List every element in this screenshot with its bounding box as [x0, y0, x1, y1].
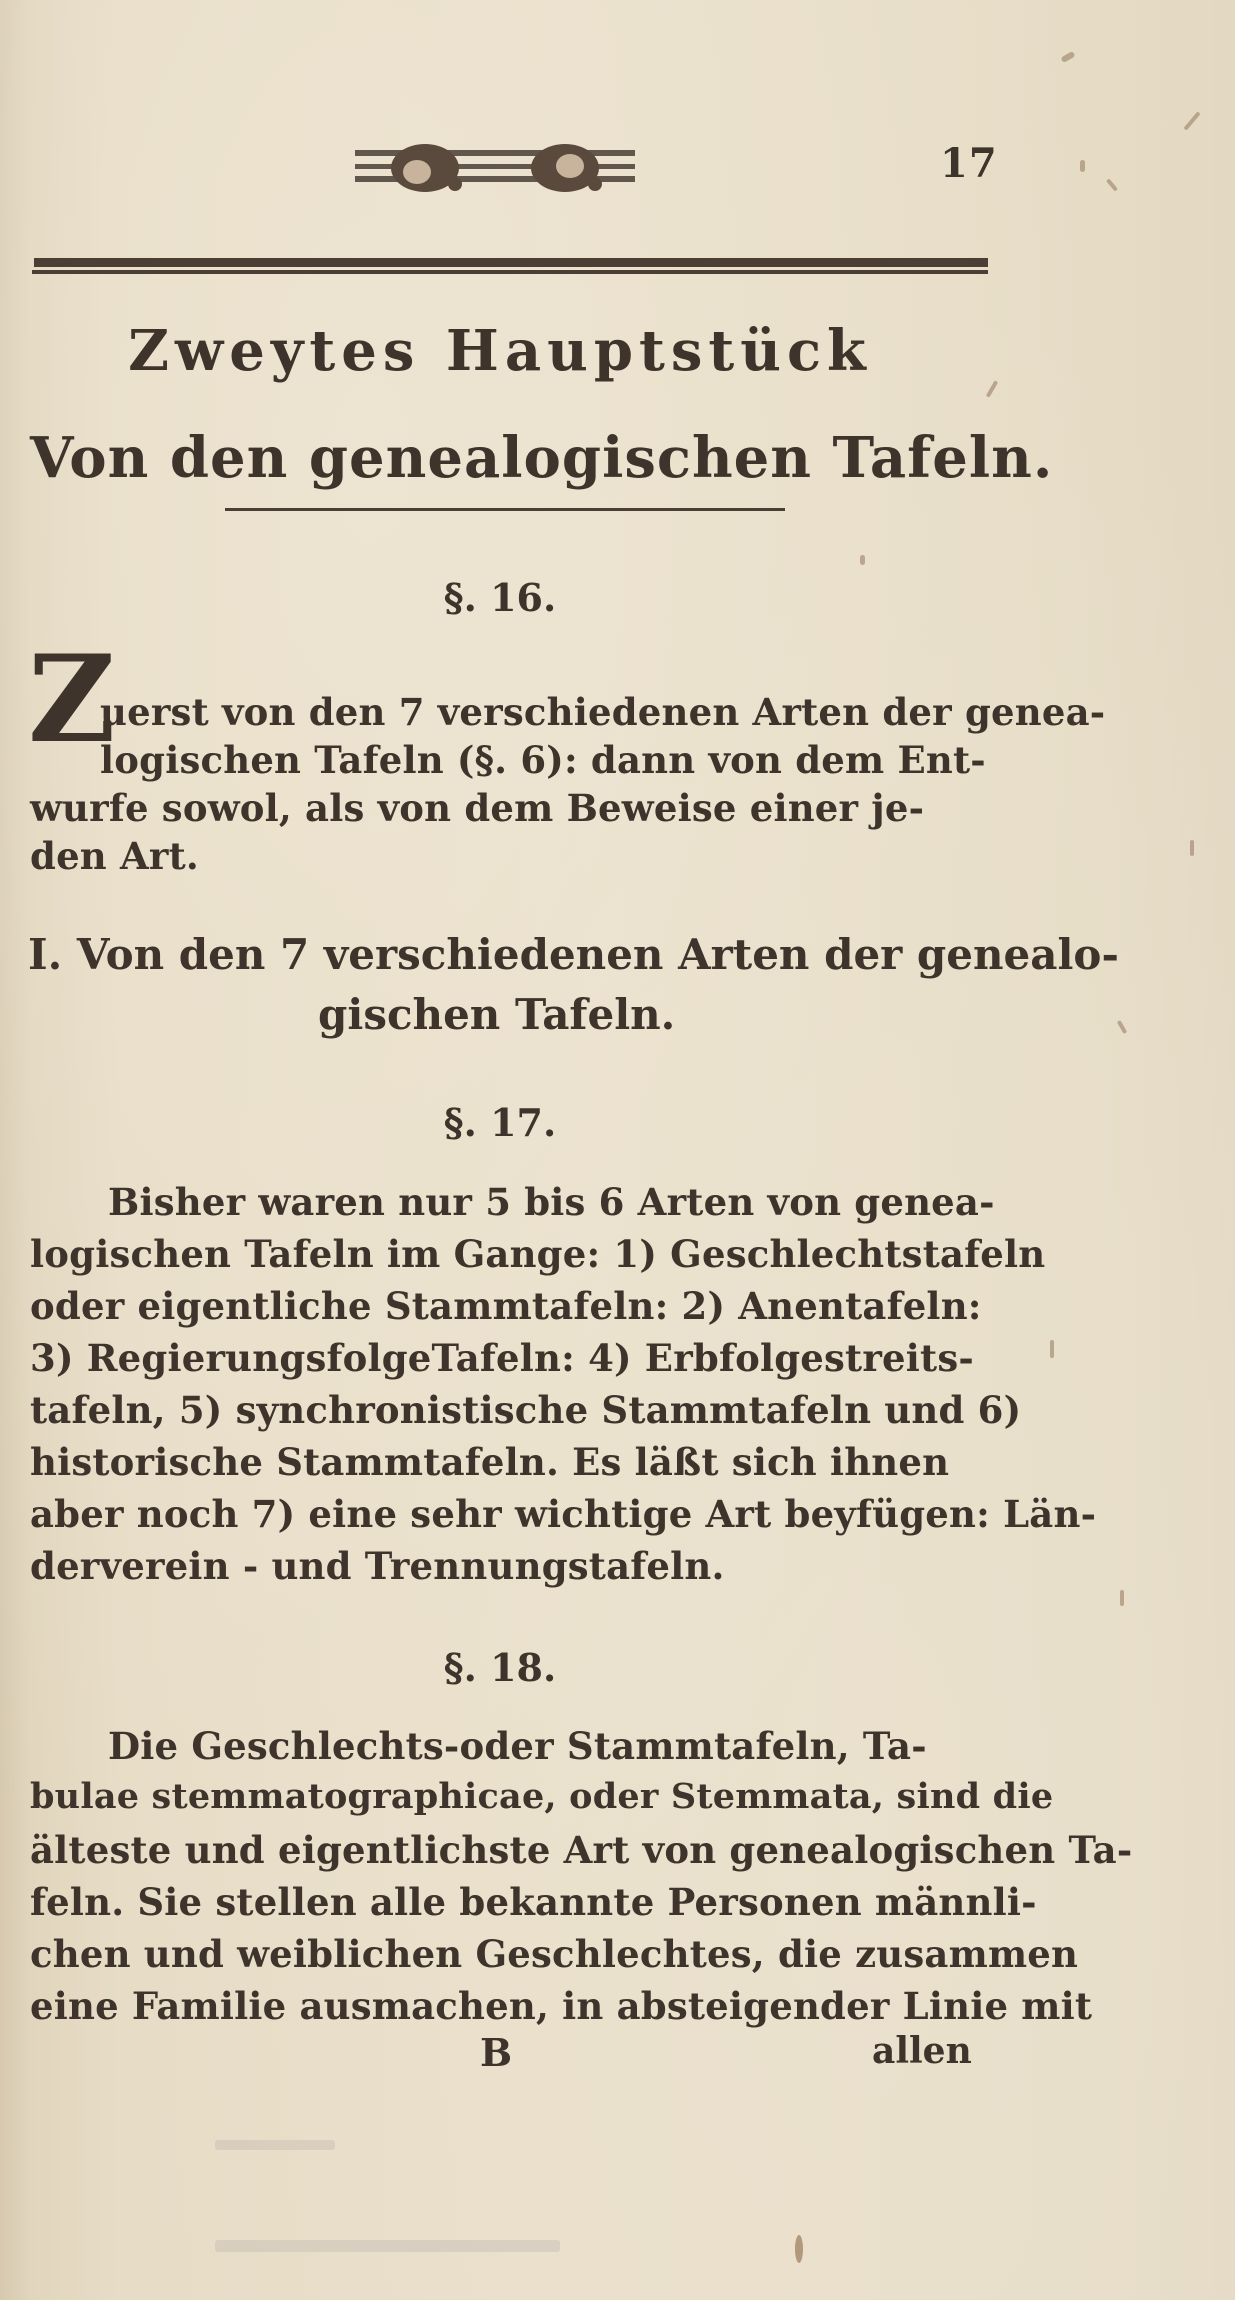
- text-line: aber noch 7) eine sehr wichtige Art beyfügen: Län-: [30, 1492, 1097, 1536]
- section-mark-18: §. 18.: [443, 1645, 557, 1690]
- paper-speck: [1183, 111, 1200, 130]
- text-line: wurfe sowol, als von dem Beweise einer je-: [30, 786, 925, 830]
- paper-speck: [215, 2240, 560, 2252]
- rule-thick: [34, 258, 988, 267]
- paper-speck: [795, 2235, 803, 2263]
- chapter-title-line-2: Von den genealogischen Tafeln.: [30, 425, 1054, 491]
- text-line: eine Familie ausmachen, in absteigender Linie mit: [30, 1984, 1093, 2028]
- drop-cap: Z: [28, 629, 116, 770]
- chapter-title-line-1: Zweytes Hauptstück: [128, 318, 872, 384]
- text-line: Die Geschlechts-oder Stammtafeln, Ta-: [108, 1724, 927, 1768]
- text-line: oder eigentliche Stammtafeln: 2) Anentafeln:: [30, 1284, 982, 1328]
- text-line: chen und weiblichen Geschlechtes, die zusammen: [30, 1932, 1079, 1976]
- text-line: feln. Sie stellen alle bekannte Personen männli-: [30, 1880, 1037, 1924]
- paper-speck: [215, 2140, 335, 2150]
- catchword: allen: [872, 2030, 972, 2072]
- text-line: den Art.: [30, 834, 199, 878]
- text-line: logischen Tafeln (§. 6): dann von dem Ent-: [100, 738, 986, 782]
- paper-speck: [1190, 840, 1194, 856]
- text-line: uerst von den 7 verschiedenen Arten der genea-: [100, 690, 1106, 734]
- text-line: tafeln, 5) synchronistische Stammtafeln und 6): [30, 1388, 1022, 1432]
- paper-speck: [1050, 1340, 1054, 1358]
- double-rule-divider: [32, 258, 988, 276]
- paper-speck: [1120, 1590, 1124, 1606]
- page-number: 17: [940, 140, 998, 187]
- paper-speck: [1060, 51, 1075, 63]
- floral-ornament-icon: [345, 138, 645, 198]
- title-underline-rule: [225, 508, 785, 511]
- text-line: historische Stammtafeln. Es läßt sich ihnen: [30, 1440, 950, 1484]
- text-line: logischen Tafeln im Gange: 1) Geschlechtstafeln: [30, 1232, 1046, 1276]
- text-line: 3) RegierungsfolgeTafeln: 4) Erbfolgestreits-: [30, 1336, 974, 1380]
- paper-speck: [860, 555, 865, 565]
- text-line: derverein - und Trennungstafeln.: [30, 1544, 725, 1588]
- section-mark-17: §. 17.: [443, 1100, 557, 1145]
- paper-speck: [1117, 1020, 1127, 1034]
- section-mark-16: §. 16.: [443, 575, 557, 620]
- text-line: älteste und eigentlichste Art von genealogischen Ta-: [30, 1828, 1133, 1872]
- subheading-line-1: I. Von den 7 verschiedenen Arten der genealo-: [28, 930, 1119, 979]
- paper-speck: [1106, 178, 1118, 191]
- paper-speck: [1080, 160, 1085, 172]
- subheading-line-2: gischen Tafeln.: [318, 990, 676, 1039]
- text-line: bulae stemmatographicae, oder Stemmata, sind die: [30, 1776, 1054, 1817]
- signature-mark: B: [480, 2030, 513, 2075]
- text-line: Bisher waren nur 5 bis 6 Arten von genea-: [108, 1180, 995, 1224]
- rule-thin: [32, 270, 988, 274]
